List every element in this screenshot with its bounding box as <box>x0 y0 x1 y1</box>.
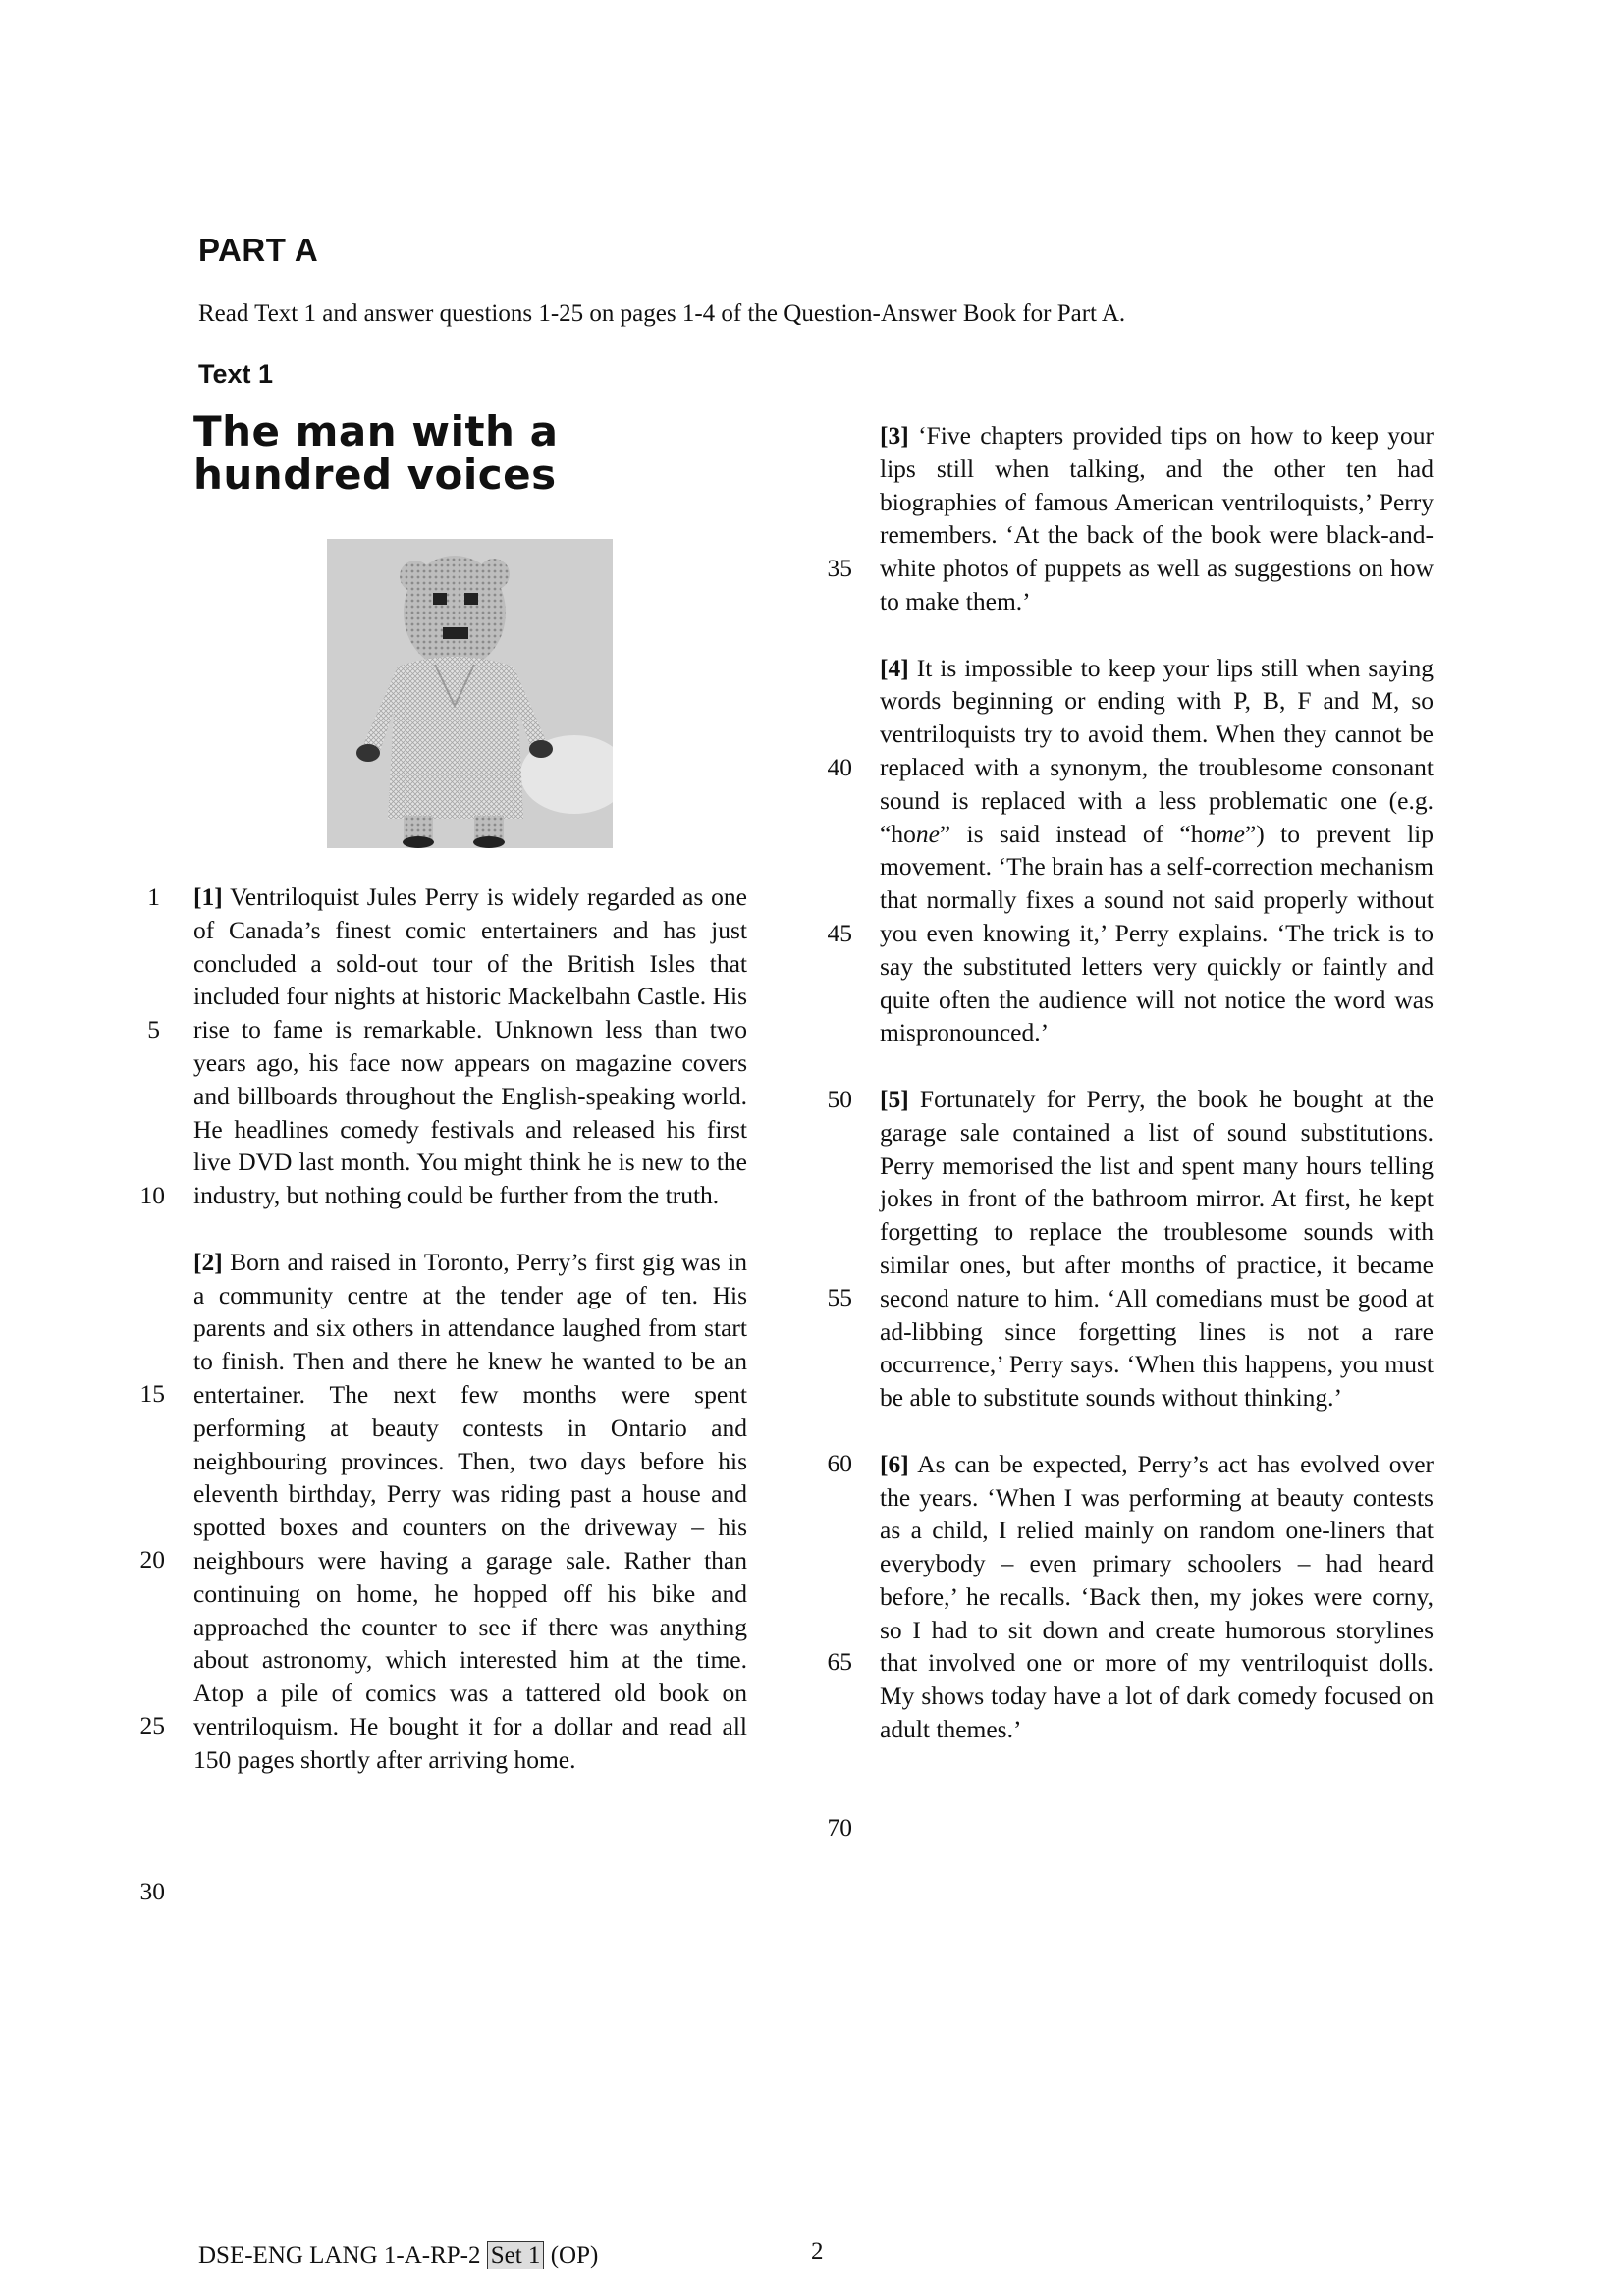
line-number: 35 <box>827 554 852 582</box>
paragraph-1 <box>193 881 747 1212</box>
paragraph-2 <box>193 1246 747 1777</box>
line-number: 20 <box>139 1545 165 1574</box>
part-heading: PART A <box>198 232 319 268</box>
paragraph-text: Born and raised in Toronto, Perry’s first gig was in a community centre at the tender age of ten. His parents and six others in attendance laughed from start to finish. Then and there he knew he wanted to be an entertainer. The next few months were spent performing at beauty contests in Ontario and neighbouring provinces. Then, two days before his eleventh birthday, Perry was riding past a house and spotted boxes and counters on the driveway – his neighbours were having a garage sale. Rather than continuing on home, he hopped off his bike and approached the counter to see if there was anything about astronomy, which interested him at the time. Atop a pile of comics was a tattered old book on ventriloquism. He bought it for a dollar and read all 150 pages shortly after arriving home. <box>193 1247 747 1774</box>
line-number: 65 <box>827 1647 852 1676</box>
exam-paper-code <box>198 2242 598 2269</box>
paper-code-suffix: (OP) <box>550 2242 599 2269</box>
article-title: The man with a hundred voices <box>193 407 559 499</box>
paragraph-number: [2] <box>193 1247 223 1276</box>
line-number: 40 <box>827 753 852 781</box>
line-number: 30 <box>139 1877 165 1905</box>
line-number: 55 <box>827 1283 852 1311</box>
paragraph-text: ”) to prevent lip movement. ‘The brain has a self-correction mechanism that normally fixes a sound not said properly without you even knowing it,’ Perry explains. ‘The trick is to say the substituted letters very quickly or faintly and quite often the audience will not notice the word was mispronounced.’ <box>880 819 1434 1047</box>
paragraph-number: [3] <box>880 421 909 450</box>
paragraph-number: [4] <box>880 653 909 682</box>
text-label: Text 1 <box>198 359 274 389</box>
paragraph-text: It is impossible to keep your lips still when saying words beginning or ending with P, B, F and M, so ventriloquists try to avoid them. When they cannot be replaced with a synonym, the troublesome consonant sound is replaced with a less problematic one (e.g. “ho <box>880 653 1434 848</box>
line-number: 50 <box>827 1085 852 1113</box>
italic-letters: ne <box>915 819 940 848</box>
left-column <box>193 881 747 1809</box>
italic-letters: me <box>1216 819 1245 848</box>
paragraph-text: As can be expected, Perry’s act has evolved over the years. ‘When I was performing at beauty contests as a child, I relied mainly on random one-liners that everybody – even primary schoolers – had heard before,’ he recalls. ‘Back then, my jokes were corny, so I had to sit down and create humorous storylines that involved one or more of my ventriloquist dolls. My shows today have a lot of dark comedy focused on adult themes.’ <box>880 1449 1434 1744</box>
paragraph-text: ‘Five chapters provided tips on how to keep your lips still when talking, and the other ten had biographies of famous American ventriloquists,’ Perry remembers. ‘At the back of the book were black-and-white photos of puppets as well as suggestions on how to make them.’ <box>880 421 1434 615</box>
knitted-doll-photo <box>327 539 613 848</box>
paragraph-number: [6] <box>880 1449 909 1478</box>
line-number: 70 <box>827 1813 852 1842</box>
line-number: 25 <box>139 1711 165 1739</box>
line-number: 60 <box>827 1449 852 1477</box>
paragraph-4 <box>880 652 1434 1050</box>
right-column <box>880 419 1434 1780</box>
set-label-box: Set 1 <box>487 2241 545 2269</box>
line-number: 10 <box>139 1181 165 1209</box>
paragraph-text: Fortunately for Perry, the book he bought at the garage sale contained a list of sound substitutions. Perry memorised the list and spent many hours telling jokes in front of the bathroom mirror. At first, he kept forgetting to replace the troublesome sounds with similar ones, but after months of practice, it became second nature to him. ‘All comedians must be good at ad-libbing since forgetting lines is not a rare occurrence,’ Perry says. ‘When this happens, you must be able to substitute sounds without thinking.’ <box>880 1084 1434 1413</box>
line-number: 5 <box>147 1015 160 1043</box>
paragraph-number: [5] <box>880 1084 909 1113</box>
paragraph-6 <box>880 1448 1434 1746</box>
page-number: 2 <box>811 2238 824 2265</box>
paragraph-3 <box>880 419 1434 618</box>
line-number: 15 <box>139 1379 165 1408</box>
paragraph-5 <box>880 1083 1434 1415</box>
paper-code: DSE-ENG LANG 1-A-RP-2 <box>198 2242 481 2269</box>
paragraph-number: [1] <box>193 882 223 911</box>
line-number: 45 <box>827 919 852 947</box>
paragraph-text: ” is said instead of “ho <box>939 819 1217 848</box>
paragraph-text: Ventriloquist Jules Perry is widely regarded as one of Canada’s finest comic entertainers and has just concluded a sold-out tour of the British Isles that included four nights at historic Mackelbahn Castle. His rise to fame is remarkable. Unknown less than two years ago, his face now appears on magazine covers and billboards throughout the English-speaking world. He headlines comedy festivals and released his first live DVD last month. You might think he is new to the industry, but nothing could be further from the truth. <box>193 882 748 1210</box>
line-number: 1 <box>147 882 160 911</box>
instruction-text: Read Text 1 and answer questions 1-25 on pages 1-4 of the Question-Answer Book for Part A. <box>198 300 1126 327</box>
knitted-doll-illustration <box>327 539 613 848</box>
